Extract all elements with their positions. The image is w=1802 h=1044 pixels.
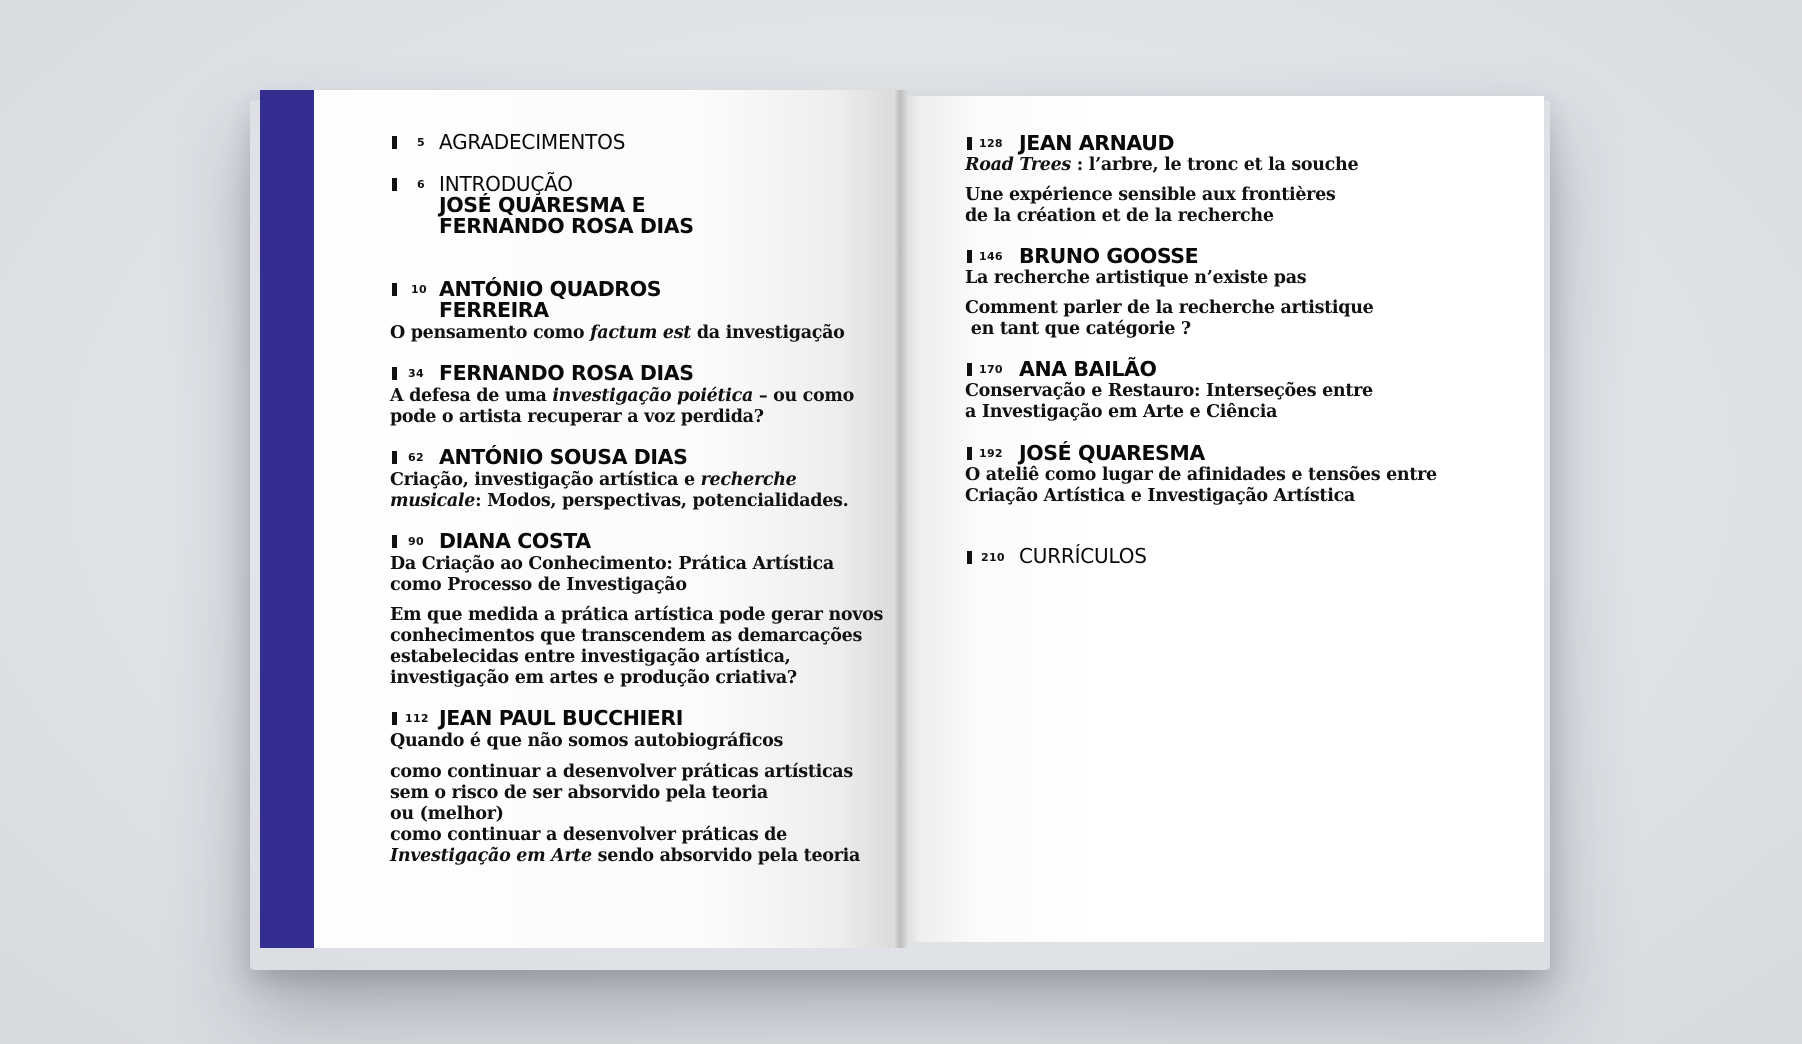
section-introducao: INTRODUÇÃO bbox=[439, 172, 573, 196]
essay-title: La recherche artistique n’existe pas bbox=[965, 268, 1307, 288]
page-number: 62 bbox=[408, 451, 424, 464]
page-number: 146 bbox=[979, 250, 1003, 263]
author-name: BRUNO GOOSSE bbox=[1019, 244, 1199, 268]
essay-title: Conservação e Restauro: Interseções entre a Investigação em Arte e Ciência bbox=[965, 381, 1373, 422]
blue-band bbox=[260, 90, 314, 948]
author-name: JEAN ARNAUD bbox=[1019, 131, 1175, 155]
entry-marker bbox=[392, 712, 397, 725]
author-name: ANA BAILÃO bbox=[1019, 357, 1157, 381]
page-number: 90 bbox=[408, 535, 424, 548]
author-name: FERNANDO ROSA DIAS bbox=[439, 361, 694, 385]
author-name: ANTÓNIO SOUSA DIAS bbox=[439, 445, 688, 469]
author-line: ANTÓNIO QUADROS bbox=[439, 277, 662, 301]
entry-marker bbox=[967, 551, 972, 564]
section-agradecimentos: AGRADECIMENTOS bbox=[439, 130, 626, 154]
author-name: DIANA COSTA bbox=[439, 529, 591, 553]
entry-marker bbox=[392, 178, 397, 191]
page-number: 112 bbox=[405, 712, 429, 725]
author-name: JEAN PAUL BUCCHIERI bbox=[439, 706, 683, 730]
entry-marker bbox=[967, 447, 972, 460]
author-line: FERNANDO ROSA DIAS bbox=[439, 214, 694, 238]
entry-marker bbox=[392, 136, 397, 149]
essay-subtitle: Une expérience sensible aux frontières de la création et de la recherche bbox=[965, 185, 1336, 226]
essay-title: Road Trees : l’arbre, le tronc et la souche bbox=[965, 155, 1359, 175]
page-number: 210 bbox=[981, 551, 1005, 564]
author-line: JOSÉ QUARESMA E bbox=[439, 193, 646, 217]
essay-subtitle: Em que medida a prática artística pode gerar novos conhecimentos que transcendem as demarcações estabelecidas entre investigação artística, investigação em artes e produção criativa? bbox=[390, 605, 884, 688]
essay-subtitle: Comment parler de la recherche artistique en tant que catégorie ? bbox=[965, 298, 1374, 339]
essay-title: O pensamento como factum est da investigação bbox=[390, 323, 845, 343]
entry-marker bbox=[392, 283, 397, 296]
entry-marker bbox=[392, 451, 397, 464]
page-number: 192 bbox=[979, 447, 1003, 460]
page-number: 10 bbox=[411, 283, 427, 296]
page-number: 34 bbox=[408, 367, 424, 380]
essay-title: A defesa de uma investigação poiética – ou como pode o artista recuperar a voz perdida? bbox=[390, 386, 854, 427]
section-curriculos: CURRÍCULOS bbox=[1019, 544, 1147, 568]
page-number: 128 bbox=[979, 137, 1003, 150]
intro-entry bbox=[439, 174, 694, 237]
entry-marker bbox=[967, 363, 972, 376]
entry-marker bbox=[392, 535, 397, 548]
essay-title: Quando é que não somos autobiográficos bbox=[390, 731, 784, 751]
essay-title: O ateliê como lugar de afinidades e tensões entre Criação Artística e Investigação Artística bbox=[965, 465, 1437, 506]
essay-subtitle: como continuar a desenvolver práticas artísticas sem o risco de ser absorvido pela teoria ou (melhor) como continuar a desenvolver práticas de Investigação em Arte sendo absorvido pela teoria bbox=[390, 762, 860, 866]
author-block bbox=[439, 279, 661, 321]
entry-marker bbox=[392, 367, 397, 380]
author-line: FERREIRA bbox=[439, 298, 549, 322]
page-number: 6 bbox=[417, 178, 425, 191]
page-number: 170 bbox=[979, 363, 1003, 376]
entry-marker bbox=[967, 250, 972, 263]
essay-title: Da Criação ao Conhecimento: Prática Artística como Processo de Investigação bbox=[390, 554, 834, 595]
entry-marker bbox=[967, 137, 972, 150]
book-spine bbox=[893, 90, 907, 948]
essay-title: Criação, investigação artística e recherche musicale: Modos, perspectivas, potencialidades. bbox=[390, 470, 849, 511]
author-name: JOSÉ QUARESMA bbox=[1019, 441, 1205, 465]
page-number: 5 bbox=[417, 136, 425, 149]
